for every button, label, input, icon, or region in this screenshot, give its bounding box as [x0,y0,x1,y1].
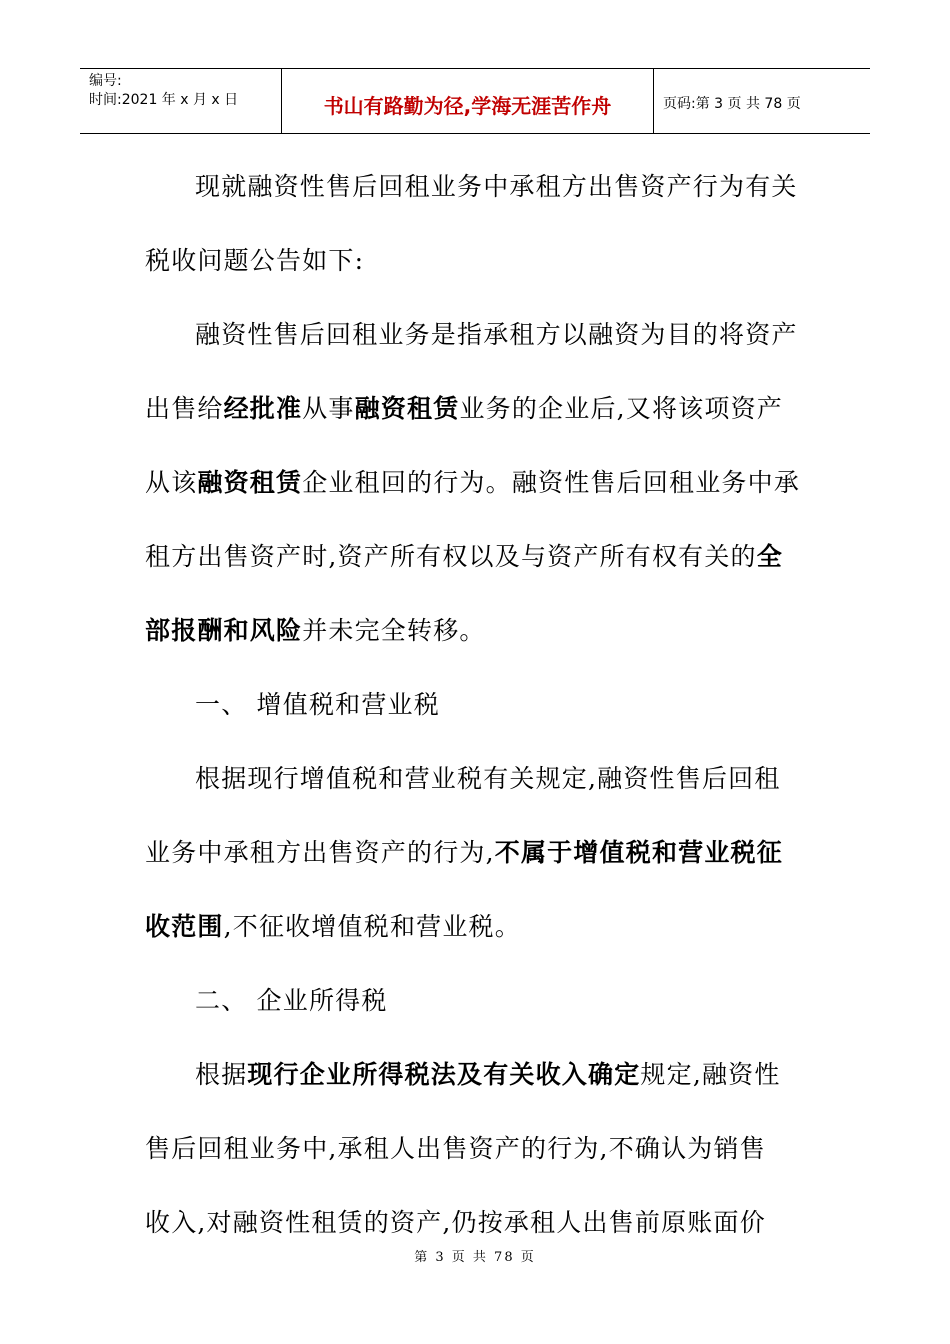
document-time-label: 时间:2021 年 x 月 x 日 [89,92,239,108]
section-heading-1: 一、 增值税和营业税 [195,690,440,719]
text-run: 并未完全转移。 [302,616,486,645]
text-run: 业务中承租方出售资产的行为, [145,838,495,867]
body-line: 收入,对融资性租赁的资产,仍按承租人出售前原账面价 [145,1208,766,1237]
page-header [80,68,870,134]
bold-text-run: 全 [756,542,783,571]
bold-text-run: 融资租赁 [354,394,460,423]
body-line [145,1038,810,1112]
body-line [145,446,810,520]
body-line [145,520,810,594]
body-line: 现就融资性售后回租业务中承租方出售资产行为有关 [195,172,798,201]
text-run: 企业租回的行为。融资性售后回租业务中承 [302,468,801,497]
body-line: 根据现行增值税和营业税有关规定,融资性售后回租 [195,764,781,793]
header-motto: 书山有路勤为径,学海无涯苦作舟 [282,69,654,133]
document-body [145,150,810,1260]
text-run: 从该 [145,468,198,497]
body-line [145,816,810,890]
text-run: ,不征收增值税和营业税。 [223,912,521,941]
bold-text-run: 不属于增值税和营业税征 [494,838,783,867]
text-run: 规定,融资性 [640,1060,781,1089]
text-run: 租方出售资产时,资产所有权以及与资产所有权有关的 [145,542,757,571]
bold-text-run: 融资租赁 [197,468,303,497]
body-line: 售后回租业务中,承租人出售资产的行为,不确认为销售 [145,1134,766,1163]
body-line [145,594,810,668]
text-run: 出售给 [145,394,224,423]
text-run: 业务的企业后,又将该项资产 [459,394,783,423]
body-line: 融资性售后回租业务是指承租方以融资为目的将资产 [195,320,798,349]
page-footer: 第 3 页 共 78 页 [414,1250,536,1265]
text-run: 根据 [195,1060,248,1089]
bold-text-run: 收范围 [145,912,224,941]
bold-text-run: 现行企业所得税法及有关收入确定 [247,1060,641,1089]
section-heading-2: 二、 企业所得税 [195,986,388,1015]
bold-text-run: 部报酬和风险 [145,616,303,645]
body-line: 税收问题公告如下: [145,246,365,275]
header-page-info: 页码:第 3 页 共 78 页 [663,96,801,112]
bold-text-run: 经批准 [223,394,303,423]
header-meta [80,69,282,133]
text-run: 从事 [302,394,355,423]
document-number-label: 编号: [89,73,122,89]
body-line [145,890,810,964]
body-line [145,372,810,446]
